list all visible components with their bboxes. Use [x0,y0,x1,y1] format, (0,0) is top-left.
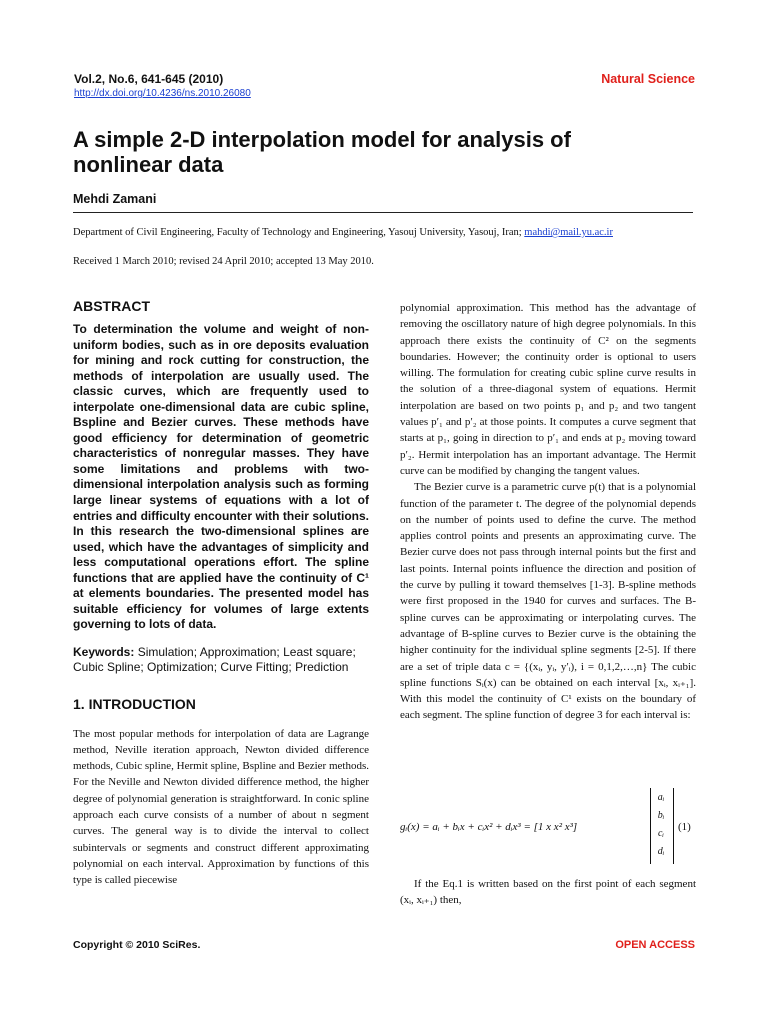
vector-entry: aᵢ [657,792,665,803]
open-access-badge: OPEN ACCESS [615,939,695,951]
volume-info: Vol.2, No.6, 641-645 (2010) [74,72,224,86]
vector-entry: bᵢ [657,810,665,821]
abstract-heading: ABSTRACT [73,298,150,314]
equation-expression: gᵢ(x) = aᵢ + bᵢx + cᵢx² + dᵢx³ = [1 x x² x³] [400,821,578,833]
introduction-heading: 1. INTRODUCTION [73,695,196,712]
journal-name: Natural Science [601,72,695,86]
doi-link[interactable]: http://dx.doi.org/10.4236/ns.2010.26080 [74,88,251,99]
paper-title: A simple 2-D interpolation model for analysis of nonlinear data [73,127,571,177]
left-column [73,298,369,889]
equation-number: (1) [678,821,691,833]
affiliation [73,227,693,238]
keywords [73,645,369,676]
right-paragraph-3: If the Eq.1 is written based on the first point of each segment (xᵢ, xᵢ₊₁) then, [400,878,696,907]
intro-paragraph-1: The most popular methods for interpolation of data are Lagrange method, Neville iteration approach, Newton divided difference methods, Cubic spline, Hermit spline, Bspline and Bezier methods. For the Neville and Newton divided difference method, the higher degree of polynomial generation is straightforward. In conic spline approach each curve consists of a number of about n segment curves. The general way is to divide the interval to collect subintervals or segments and construct different approximating polynomial on each interval. Approximation by functions of this type is called piecewise [73,727,369,887]
affiliation-text: Department of Civil Engineering, Faculty of Technology and Engineering, Yasouj University, Yasouj, Iran; [73,227,525,238]
right-paragraph-1: polynomial approximation. This method has the advantage of removing the oscillatory nature of high degree polynomials. In this approach there exists the continuity of C² on the segments boundaries. However; the continuity order is optional to users willing. The formulation for creating cubic spline curve results in the solution of a three-diagonal system of equations. Hermit interpolation are based on two points p₁ and p₂ and two tangent values p′₁ and p′₂ at those points. It computes a curve segment that starts at p₁, going in direction to p′₁ and ends at p₂ moving toward p′₂. Hermit interpolation has an important advantage. The Hermit curve can be modified by changing the tangent values. [400,302,696,477]
copyright: Copyright © 2010 SciRes. [73,939,201,951]
right-column [400,300,696,724]
keywords-label: Keywords: [73,644,135,659]
author-name: Mehdi Zamani [73,192,157,206]
keywords-text: Simulation; Approximation; Least square; Cubic Spline; Optimization; Curve Fitting; Prediction [73,644,356,675]
title-divider [73,212,693,213]
vector-entry: cᵢ [657,828,665,839]
right-paragraph-2: The Bezier curve is a parametric curve p(t) that is a polynomial function of the parameter t. The degree of the polynomial depends on the number of points used to define the curve. The method applies control points and presents an approximating curve. The Bezier curve does not pass through internal points but the first and last points. Internal points influence the direction and position of the curve by pulling it toward themselves [1-3]. B-spline methods were first proposed in the 1940 for curves and surfaces. The B-spline curves can be approximating or interpolating curves. The advantage of B-spline curves to Bezier curve is the obtaining the higher continuity for the individual spline segments [2-5]. If there are a set of triple data c = {(xᵢ, yᵢ, y′ᵢ), i = 0,1,2,…,n} The cubic spline functions Sᵢ(x) can be obtained on each interval [xᵢ, xᵢ₊₁]. With this model the continuity of C¹ exists on the boundary of each segment. The spline function of degree 3 for each interval is: [400,481,696,722]
received-dates: Received 1 March 2010; revised 24 April 2010; accepted 13 May 2010. [73,256,374,267]
abstract-text: To determination the volume and weight of non-uniform bodies, such as in ore deposits evaluation for mining and rock cutting for construction, the methods of interpolation are usually used. The classic curves, which are frequently used to interpolate one-dimensional data are cubic spline, Bspline and Bezier curves. These methods have good efficiency for determination of geometric characteristics of nonregular masses. They have some limitations and problems with two-dimensional interpolation analysis such as forming large linear systems of equations with a lot of entries and difficulty encounter with their solutions. In this research the two-dimensional splines are used, which have the advantages of simplicity and less computational operations effort. The spline functions that are applied have the continuity of C¹ at elements boundaries. The presented model has suitable efficiency for volumes of large extents governing to lots of data. [73,322,369,632]
vector-entry: dᵢ [657,846,665,857]
author-email-link[interactable]: mahdi@mail.yu.ac.ir [524,227,613,238]
equation-1 [400,788,696,868]
